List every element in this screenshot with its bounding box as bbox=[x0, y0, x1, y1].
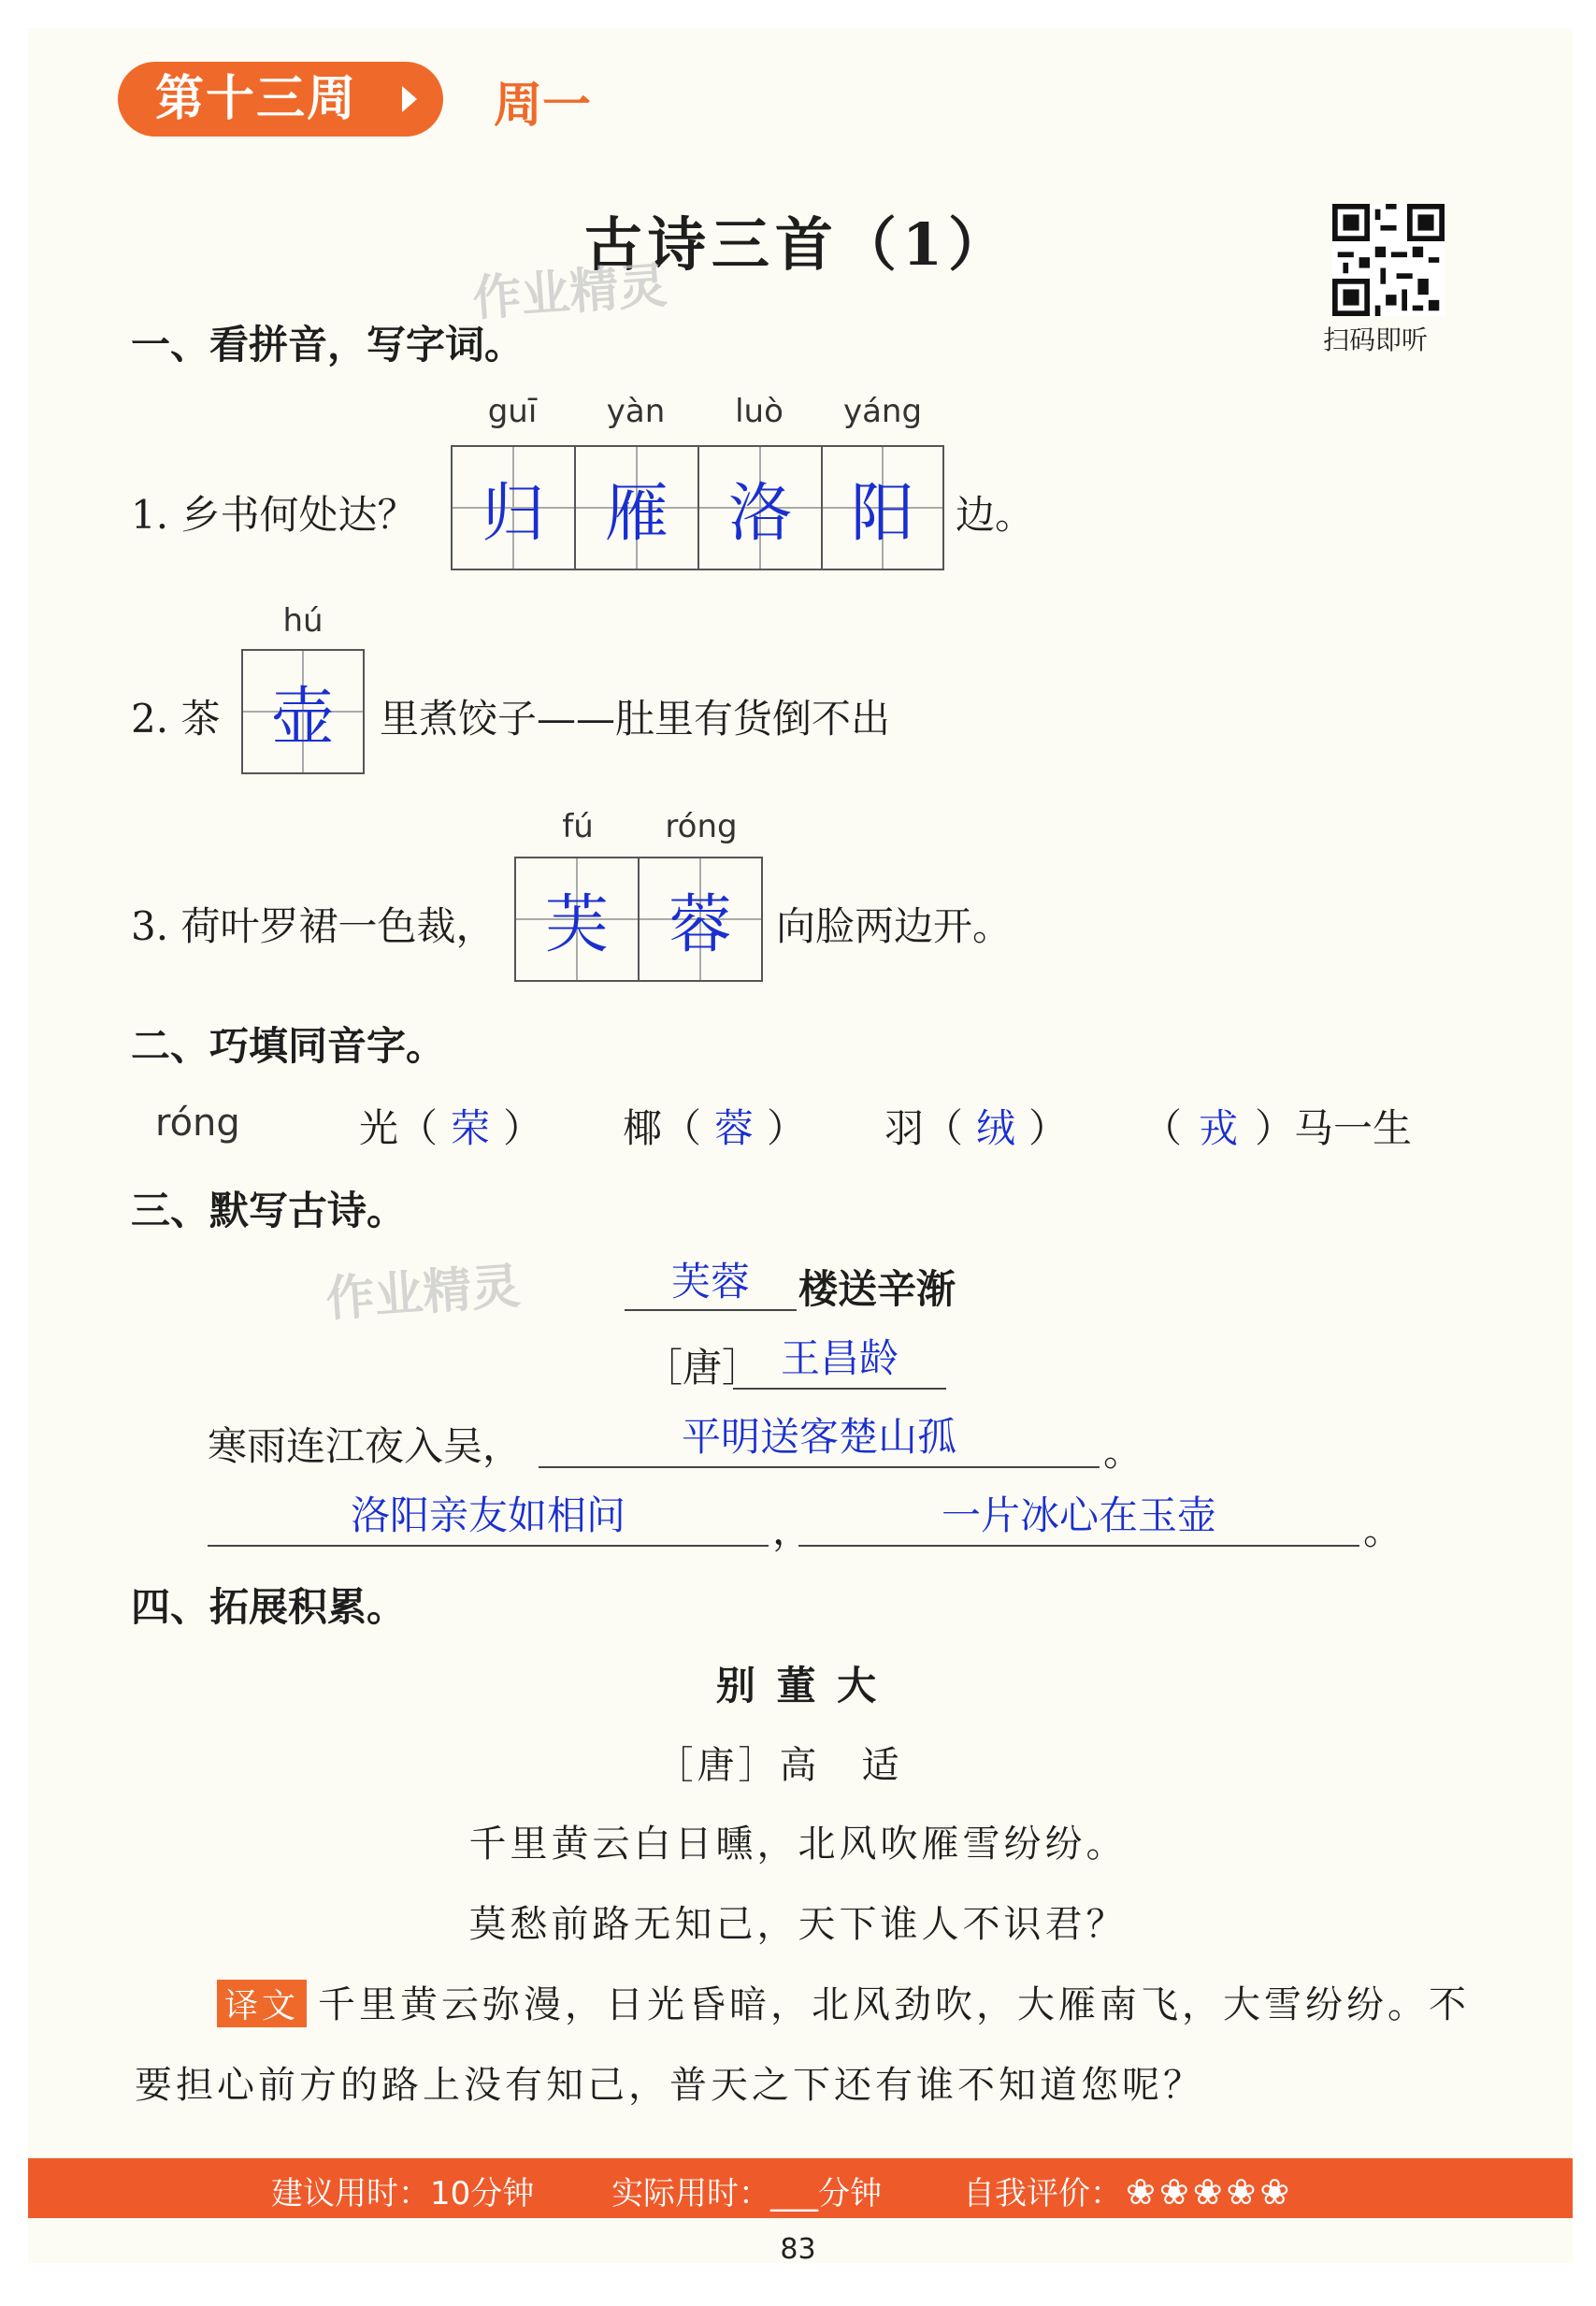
translation-line: 要担心前方的路上没有知己，普天之下还有谁不知道您呢？ bbox=[135, 2064, 1204, 2107]
actual-time[interactable]: 实际用时：___分钟 bbox=[611, 2175, 882, 2212]
star-icon[interactable]: ❀ bbox=[1158, 2171, 1189, 2212]
poem-line-2a-answer[interactable]: 洛阳亲友如相问 bbox=[350, 1492, 625, 1538]
fill-after: ） bbox=[1028, 1105, 1069, 1151]
translation-tag: 译文 bbox=[217, 1980, 307, 2027]
page-number: 83 bbox=[780, 2233, 816, 2266]
fill-item bbox=[1143, 1098, 1412, 1154]
fill-after: ）马一生 bbox=[1255, 1105, 1413, 1151]
question-3 bbox=[131, 896, 495, 952]
question-prefix: 荷叶罗裙一色裁， bbox=[180, 903, 496, 949]
pinyin: hú bbox=[282, 602, 324, 640]
pinyin: yàn bbox=[606, 393, 666, 430]
poem-line-2-comma: ， bbox=[772, 1507, 812, 1553]
rating-stars[interactable] bbox=[1122, 2171, 1290, 2212]
translation-line bbox=[217, 1975, 1470, 2028]
tianzige-grid[interactable] bbox=[241, 649, 365, 774]
fill-item bbox=[623, 1098, 806, 1154]
fill-after: ） bbox=[503, 1105, 543, 1151]
fill-before: 羽（ bbox=[884, 1105, 964, 1151]
grid-cell[interactable]: 芙 bbox=[516, 858, 640, 980]
pinyin: róng bbox=[155, 1102, 240, 1145]
poem-line: 千里黄云白日曛，北风吹雁雪纷纷。 bbox=[468, 1823, 1128, 1866]
fill-answer[interactable]: 荣 bbox=[451, 1105, 491, 1151]
grid-cell[interactable]: 归 bbox=[453, 447, 576, 569]
fill-before: 椰（ bbox=[623, 1105, 702, 1151]
pinyin: róng bbox=[665, 808, 738, 845]
grid-cell[interactable]: 阳 bbox=[823, 447, 942, 569]
grid-cell[interactable]: 雁 bbox=[576, 447, 699, 569]
poem-line-2b-answer[interactable]: 一片冰心在玉壶 bbox=[941, 1492, 1216, 1538]
section-2-heading: 二、巧填同音字。 bbox=[131, 1023, 446, 1069]
star-icon[interactable]: ❀ bbox=[1126, 2171, 1156, 2212]
grid-cell[interactable]: 蓉 bbox=[640, 858, 761, 980]
blank-line bbox=[625, 1309, 797, 1311]
watermark: 作业精灵 bbox=[470, 257, 669, 328]
question-prefix: 乡书何处达？ bbox=[180, 492, 417, 538]
grid-cell[interactable]: 洛 bbox=[699, 447, 823, 569]
poem-line: 莫愁前路无知己，天下谁人不识君？ bbox=[468, 1903, 1128, 1946]
question-2 bbox=[131, 688, 220, 744]
pinyin: yáng bbox=[842, 393, 923, 430]
footer-bar bbox=[28, 2158, 1573, 2218]
blank-line bbox=[733, 1388, 946, 1390]
pinyin: guī bbox=[487, 393, 538, 430]
poem-title-suffix: 楼送辛渐 bbox=[798, 1266, 956, 1312]
fill-answer[interactable]: 戎 bbox=[1199, 1105, 1239, 1151]
poem-dynasty: ［唐］ bbox=[643, 1345, 762, 1391]
question-number: 1. bbox=[131, 492, 169, 538]
poem-title: 别 董 大 bbox=[715, 1663, 881, 1708]
day-label: 周一 bbox=[494, 78, 592, 134]
fill-answer[interactable]: 蓉 bbox=[714, 1105, 755, 1151]
tianzige-grid[interactable] bbox=[514, 857, 763, 982]
star-icon[interactable]: ❀ bbox=[1192, 2171, 1223, 2212]
question-suffix: 里煮饺子——肚里有货倒不出 bbox=[380, 696, 891, 742]
pinyin: fú bbox=[562, 808, 594, 845]
section-4-heading: 四、拓展积累。 bbox=[131, 1584, 407, 1630]
week-badge bbox=[118, 62, 443, 137]
poem-author: ［唐］高 适 bbox=[655, 1744, 903, 1787]
fill-before: 光（ bbox=[359, 1105, 439, 1151]
self-evaluation bbox=[963, 2168, 1289, 2213]
blank-line bbox=[539, 1466, 1100, 1468]
week-arrow-icon bbox=[402, 86, 417, 112]
qr-code-icon bbox=[1332, 204, 1445, 316]
blank-line bbox=[208, 1545, 769, 1547]
fill-before: （ bbox=[1143, 1105, 1183, 1151]
blank-line bbox=[798, 1545, 1359, 1547]
poem-line-1-answer[interactable]: 平明送客楚山孤 bbox=[681, 1414, 956, 1460]
tianzige-grid[interactable] bbox=[451, 445, 944, 570]
poem-line-1-end: 。 bbox=[1103, 1429, 1143, 1475]
pinyin: luò bbox=[735, 393, 784, 430]
poem-line-2-end: 。 bbox=[1363, 1507, 1403, 1553]
grid-cell[interactable]: 壶 bbox=[243, 651, 363, 772]
poem-title-answer[interactable]: 芙蓉 bbox=[670, 1259, 750, 1304]
star-icon[interactable]: ❀ bbox=[1226, 2171, 1257, 2212]
star-icon[interactable]: ❀ bbox=[1259, 2171, 1290, 2212]
section-1-heading: 一、看拼音，写字词。 bbox=[131, 322, 525, 368]
self-eval-label: 自我评价： bbox=[963, 2175, 1122, 2212]
fill-answer[interactable]: 绒 bbox=[976, 1105, 1016, 1151]
suggested-time: 建议用时：10分钟 bbox=[271, 2175, 535, 2212]
week-label: 第十三周 bbox=[155, 71, 358, 127]
question-suffix: 向脸两边开。 bbox=[776, 903, 1013, 949]
poem-author-answer[interactable]: 王昌龄 bbox=[780, 1335, 899, 1381]
question-number: 3. bbox=[131, 903, 169, 949]
page-title: 古诗三首（1） bbox=[583, 210, 1013, 279]
fill-item bbox=[884, 1098, 1068, 1154]
question-number: 2. bbox=[131, 696, 169, 742]
question-suffix: 边。 bbox=[956, 492, 1035, 538]
qr-caption: 扫码即听 bbox=[1323, 324, 1429, 355]
poem-line-1-prefix: 寒雨连江夜入吴， bbox=[208, 1423, 523, 1469]
translation-text: 千里黄云弥漫，日光昏暗，北风劲吹，大雁南飞，大雪纷纷。不 bbox=[318, 1983, 1471, 2026]
section-3-heading: 三、默写古诗。 bbox=[131, 1188, 407, 1233]
watermark: 作业精灵 bbox=[324, 1258, 523, 1329]
fill-after: ） bbox=[767, 1105, 807, 1151]
question-1 bbox=[131, 484, 416, 540]
question-prefix: 茶 bbox=[180, 696, 221, 742]
fill-item bbox=[359, 1098, 542, 1154]
